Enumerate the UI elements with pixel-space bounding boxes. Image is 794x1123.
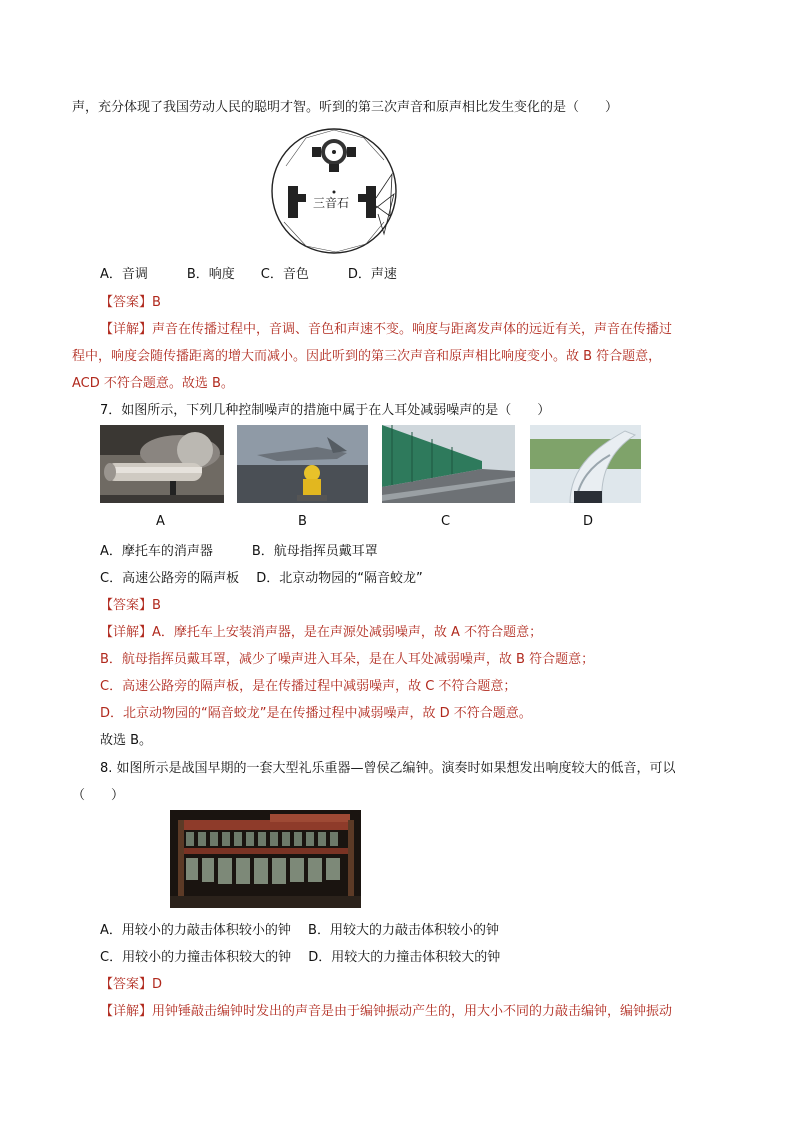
q6-answer — [100, 291, 161, 310]
motorcycle-muffler-photo — [100, 425, 224, 503]
q6-options: A．音调 B．响度 C．音色 D．声速 — [100, 267, 397, 282]
q8-explain-line1 — [100, 1000, 672, 1019]
q7-explain-line4: D．北京动物园的“隔音蛟龙”是在传播过程中减弱噪声，故 D 不符合题意。 — [100, 706, 532, 721]
caption-c: C — [441, 514, 451, 529]
explain-tag: 【详解】 — [100, 1004, 153, 1019]
carrier-director-photo — [237, 425, 368, 503]
answer-tag: 【答案】 — [100, 598, 153, 613]
q7-options-row2: C．高速公路旁的隔声板 D．北京动物园的“隔音蛟龙” — [100, 571, 423, 586]
answer-value: D — [152, 977, 163, 992]
explain-tag: 【详解】 — [100, 625, 153, 640]
three-sound-stone-figure — [266, 126, 402, 256]
q7-explain-line1 — [100, 621, 542, 640]
q7-explain-line3: C．高速公路旁的隔声板，是在传播过程中减弱噪声，故 C 不符合题意； — [100, 679, 517, 694]
explain-text: A．摩托车上安装消声器，是在声源处减弱噪声，故 A 不符合题意； — [152, 625, 543, 640]
answer-value: B — [152, 598, 161, 613]
q8-answer — [100, 973, 162, 992]
q7-stem: 7．如图所示，下列几种控制噪声的措施中属于在人耳处减弱噪声的是（ ） — [100, 403, 551, 418]
q6-explain-line2: 程中，响度会随传播距离的增大而减小。因此听到的第三次声音和原声相比响度变小。故 B 符合题意， — [72, 349, 662, 364]
explain-text: 声音在传播过程中，音调、音色和声速不变。响度与距离发声体的远近有关，声音在传播过 — [152, 322, 673, 337]
answer-tag: 【答案】 — [100, 295, 153, 310]
q6-explain-line1 — [100, 318, 672, 337]
caption-d: D — [583, 514, 594, 529]
caption-a: A — [156, 514, 165, 529]
q7-options-row1: A．摩托车的消声器 B．航母指挥员戴耳罩 — [100, 544, 378, 559]
figure-label: 三音石 — [313, 196, 350, 210]
q8-options-row2: C．用较小的力撞击体积较大的钟 D．用较大的力撞击体积较大的钟 — [100, 950, 501, 965]
q7-answer — [100, 594, 161, 613]
q8-options-row1: A．用较小的力敲击体积较小的钟 B．用较大的力敲击体积较小的钟 — [100, 923, 499, 938]
explain-tag: 【详解】 — [100, 322, 153, 337]
q6-stem-line: 声，充分体现了我国劳动人民的聪明才智。听到的第三次声音和原声相比发生变化的是（ ） — [72, 100, 619, 115]
explain-text: 用钟锤敲击编钟时发出的声音是由于编钟振动产生的，用大小不同的力敲击编钟，编钟振动 — [152, 1004, 673, 1019]
caption-b: B — [298, 514, 307, 529]
bianzhong-bells-photo — [170, 810, 361, 908]
q8-stem-line1: 8. 如图所示是战国早期的一套大型礼乐重器—曾侯乙编钟。演奏时如果想发出响度较大的低音，可以 — [100, 761, 676, 776]
q6-explain-line3: ACD 不符合题意。故选 B。 — [72, 376, 234, 391]
q8-stem-line2: （ ） — [72, 788, 125, 803]
highway-sound-barrier-photo — [382, 425, 515, 503]
answer-tag: 【答案】 — [100, 977, 153, 992]
q7-conclusion: 故选 B。 — [100, 733, 153, 748]
q7-explain-line2: B．航母指挥员戴耳罩，减少了噪声进入耳朵，是在人耳处减弱噪声，故 B 符合题意； — [100, 652, 595, 667]
answer-value: B — [152, 295, 161, 310]
sound-tunnel-photo — [530, 425, 641, 503]
